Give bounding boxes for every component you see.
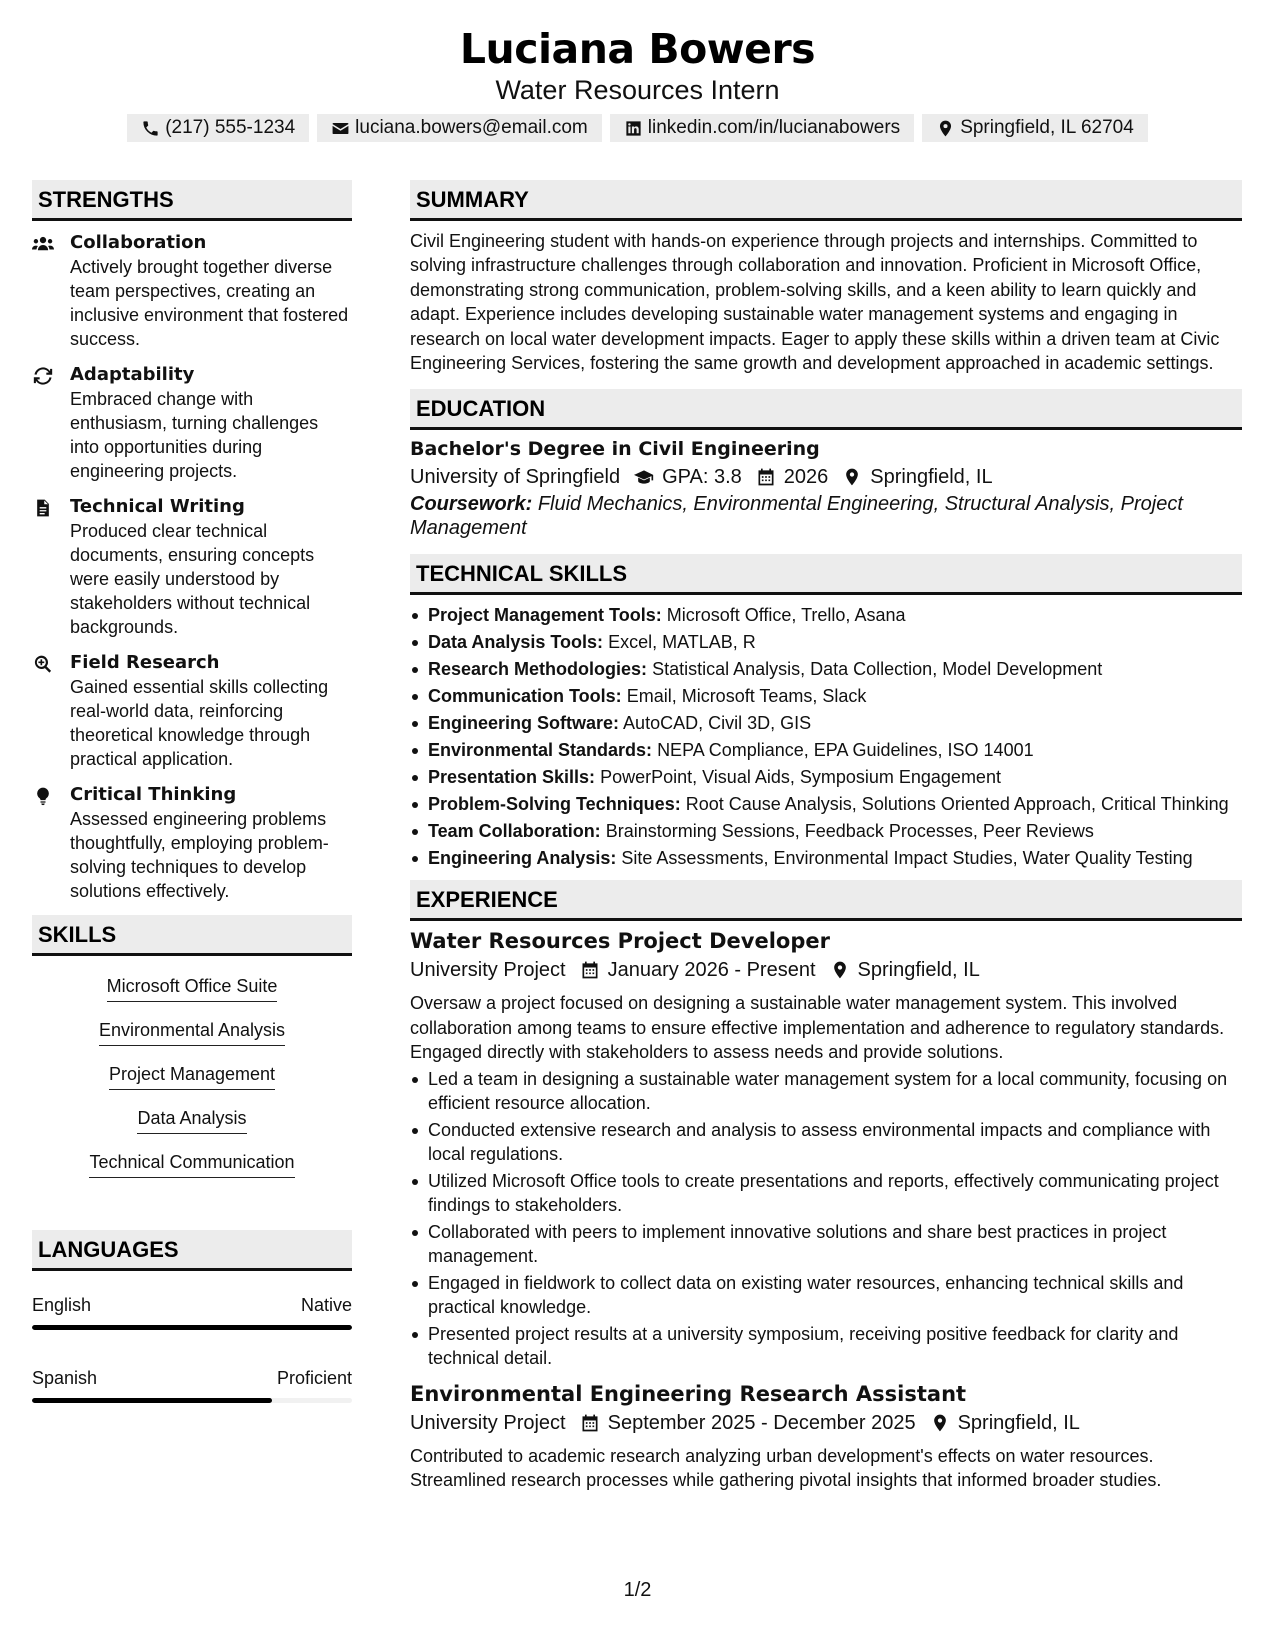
skills-heading: SKILLS [32,915,352,956]
contact-bar [0,114,1275,142]
strength-desc: Actively brought together diverse team perspectives, creating an inclusive environment that fostered success. [70,257,349,349]
map-pin-icon [830,960,850,980]
job-org: University Project [410,959,566,982]
document-icon [32,498,54,518]
strength-item [32,231,352,351]
education-meta [410,462,1242,492]
list-item: Utilized Microsoft Office tools to create presentations and reports, effectively communicating project findings to stakeholders. [410,1169,1242,1217]
skills-list [32,968,352,1188]
job-entry [410,927,1242,1369]
list-item: Presented project results at a university symposium, receiving positive feedback for clarity and technical detail. [410,1322,1242,1370]
list-item: Engineering Software: AutoCAD, Civil 3D, GIS [410,711,1242,735]
technical-skills-list [410,603,1242,870]
skill-tag: Technical Communication [89,1148,294,1178]
degree-title: Bachelor's Degree in Civil Engineering [410,438,820,461]
map-pin-icon [936,119,955,138]
language-level: Native [300,1295,352,1315]
sync-icon [32,366,54,386]
candidate-role: Water Resources Intern [495,75,780,105]
job-org: University Project [410,1411,566,1434]
contact-email[interactable] [317,114,602,142]
language-level: Proficient [276,1368,352,1388]
languages-list [32,1293,352,1403]
skill-tag: Project Management [109,1060,275,1090]
calendar-icon [580,1413,600,1433]
strength-name: Field Research [70,652,220,673]
contact-text: luciana.bowers@email.com [355,117,588,138]
coursework [410,492,1242,540]
phone-icon [141,119,160,138]
search-icon [32,654,54,674]
list-item: Communication Tools: Email, Microsoft Teams, Slack [410,684,1242,708]
strength-item [32,651,352,771]
strength-desc: Embraced change with enthusiasm, turning challenges into opportunities during engineering projects. [70,389,319,481]
resume-header [0,22,1275,142]
language-row [32,1366,352,1390]
contact-text: linkedin.com/in/lucianabowers [647,117,901,138]
list-item: Research Methodologies: Statistical Analysis, Data Collection, Model Development [410,657,1242,681]
list-item: Collaborated with peers to implement innovative solutions and share best practices in project management. [410,1220,1242,1268]
gpa: GPA: 3.8 [662,466,742,489]
school-location: Springfield, IL [870,466,993,489]
summary-heading: SUMMARY [410,180,1242,221]
lightbulb-icon [32,786,54,806]
list-item: Led a team in designing a sustainable water management system for a local community, focusing on efficient resource allocation. [410,1067,1242,1115]
skill-tag: Data Analysis [137,1104,246,1134]
language-name: English [32,1295,92,1315]
strength-name: Adaptability [70,364,195,385]
contact-text: Springfield, IL 62704 [960,117,1134,138]
job-description: Contributed to academic research analyzing urban development's effects on water resources. Streamlined research processes while gathering pivotal insights that informed broader studies. [410,1445,1162,1491]
coursework-list: Fluid Mechanics, Environmental Engineering, Structural Analysis, Project Management [410,493,1183,540]
strength-item [32,363,352,483]
contact-text: (217) 555-1234 [165,117,296,138]
summary-text: Civil Engineering student with hands-on experience through projects and internships. Committed to solving infrastructure challenges through collaboration and innovation. Proficient in Microsoft Office, demonstrating strong communication, problem-solving skills, and a keen ability to learn quickly and adapt. Experience includes developing sustainable water management systems and engaging in research on local water development impacts. Eager to apply these skills within a driven team at Civic Engineering Services, fostering the same growth and development approached in academic settings. [410,231,1220,374]
education-heading: EDUCATION [410,389,1242,430]
language-bar [32,1325,352,1330]
language-bar-fill [32,1325,352,1330]
list-item: Team Collaboration: Brainstorming Sessions, Feedback Processes, Peer Reviews [410,819,1242,843]
strength-name: Collaboration [70,232,207,253]
job-description: Oversaw a project focused on designing a sustainable water management system. This involved collaboration among teams to ensure effective implementation and adherence to regulatory standards. Engaged directly with stakeholders to assess needs and provide solutions. [410,993,1225,1063]
list-item: Engaged in fieldwork to collect data on existing water resources, enhancing technical skills and practical knowledge. [410,1271,1242,1319]
experience-heading: EXPERIENCE [410,880,1242,921]
job-bullets [410,1067,1242,1370]
strengths-list [32,231,352,903]
job-dates: January 2026 - Present [607,959,816,982]
list-item: Project Management Tools: Microsoft Office, Trello, Asana [410,603,1242,627]
strength-desc: Assessed engineering problems thoughtfully, employing problem-solving techniques to develop solutions effectively. [70,809,329,901]
strength-item [32,783,352,903]
users-icon [32,234,54,254]
right-column [410,180,1242,1492]
job-title: Water Resources Project Developer [410,929,830,954]
strengths-heading: STRENGTHS [32,180,352,221]
language-bar-fill [32,1398,272,1403]
candidate-name: Luciana Bowers [459,25,816,73]
list-item: Engineering Analysis: Site Assessments, Environmental Impact Studies, Water Quality Testing [410,846,1242,870]
map-pin-icon [930,1413,950,1433]
map-pin-icon [842,467,862,487]
strength-desc: Gained essential skills collecting real-world data, reinforcing theoretical knowledge through practical application. [70,677,329,769]
school-name: University of Springfield [410,466,621,489]
graduation-year: 2026 [783,466,829,489]
coursework-label: Coursework: [410,493,533,516]
job-location: Springfield, IL [957,1411,1080,1434]
list-item: Data Analysis Tools: Excel, MATLAB, R [410,630,1242,654]
left-column [32,180,352,1439]
list-item: Conducted extensive research and analysis to assess environmental impacts and compliance with local regulations. [410,1118,1242,1166]
calendar-icon [580,960,600,980]
calendar-icon [756,467,776,487]
skill-tag: Environmental Analysis [99,1016,285,1046]
graduation-cap-icon [634,467,654,487]
job-meta [410,1408,1242,1438]
job-dates: September 2025 - December 2025 [607,1411,916,1434]
job-title: Environmental Engineering Research Assistant [410,1381,967,1406]
technical-skills-heading: TECHNICAL SKILLS [410,554,1242,595]
skill-tag: Microsoft Office Suite [107,972,278,1002]
contact-phone[interactable] [127,114,309,142]
strength-item [32,495,352,639]
job-meta [410,955,1242,985]
strength-name: Critical Thinking [70,784,237,805]
language-row [32,1293,352,1317]
strength-name: Technical Writing [70,496,245,517]
contact-location [922,114,1148,142]
language-name: Spanish [32,1368,98,1388]
languages-heading: LANGUAGES [32,1230,352,1271]
strength-desc: Produced clear technical documents, ensuring concepts were easily understood by stakeholders without technical backgrounds. [70,521,315,637]
list-item: Environmental Standards: NEPA Compliance, EPA Guidelines, ISO 14001 [410,738,1242,762]
job-location: Springfield, IL [857,959,980,982]
list-item: Presentation Skills: PowerPoint, Visual Aids, Symposium Engagement [410,765,1242,789]
job-entry [410,1380,1242,1493]
contact-linkedin[interactable] [610,114,914,142]
list-item: Problem-Solving Techniques: Root Cause Analysis, Solutions Oriented Approach, Critical Thinking [410,792,1242,816]
envelope-icon [331,119,350,138]
page-number: 1/2 [623,1579,652,1601]
linkedin-icon [624,119,643,138]
language-bar [32,1398,352,1403]
